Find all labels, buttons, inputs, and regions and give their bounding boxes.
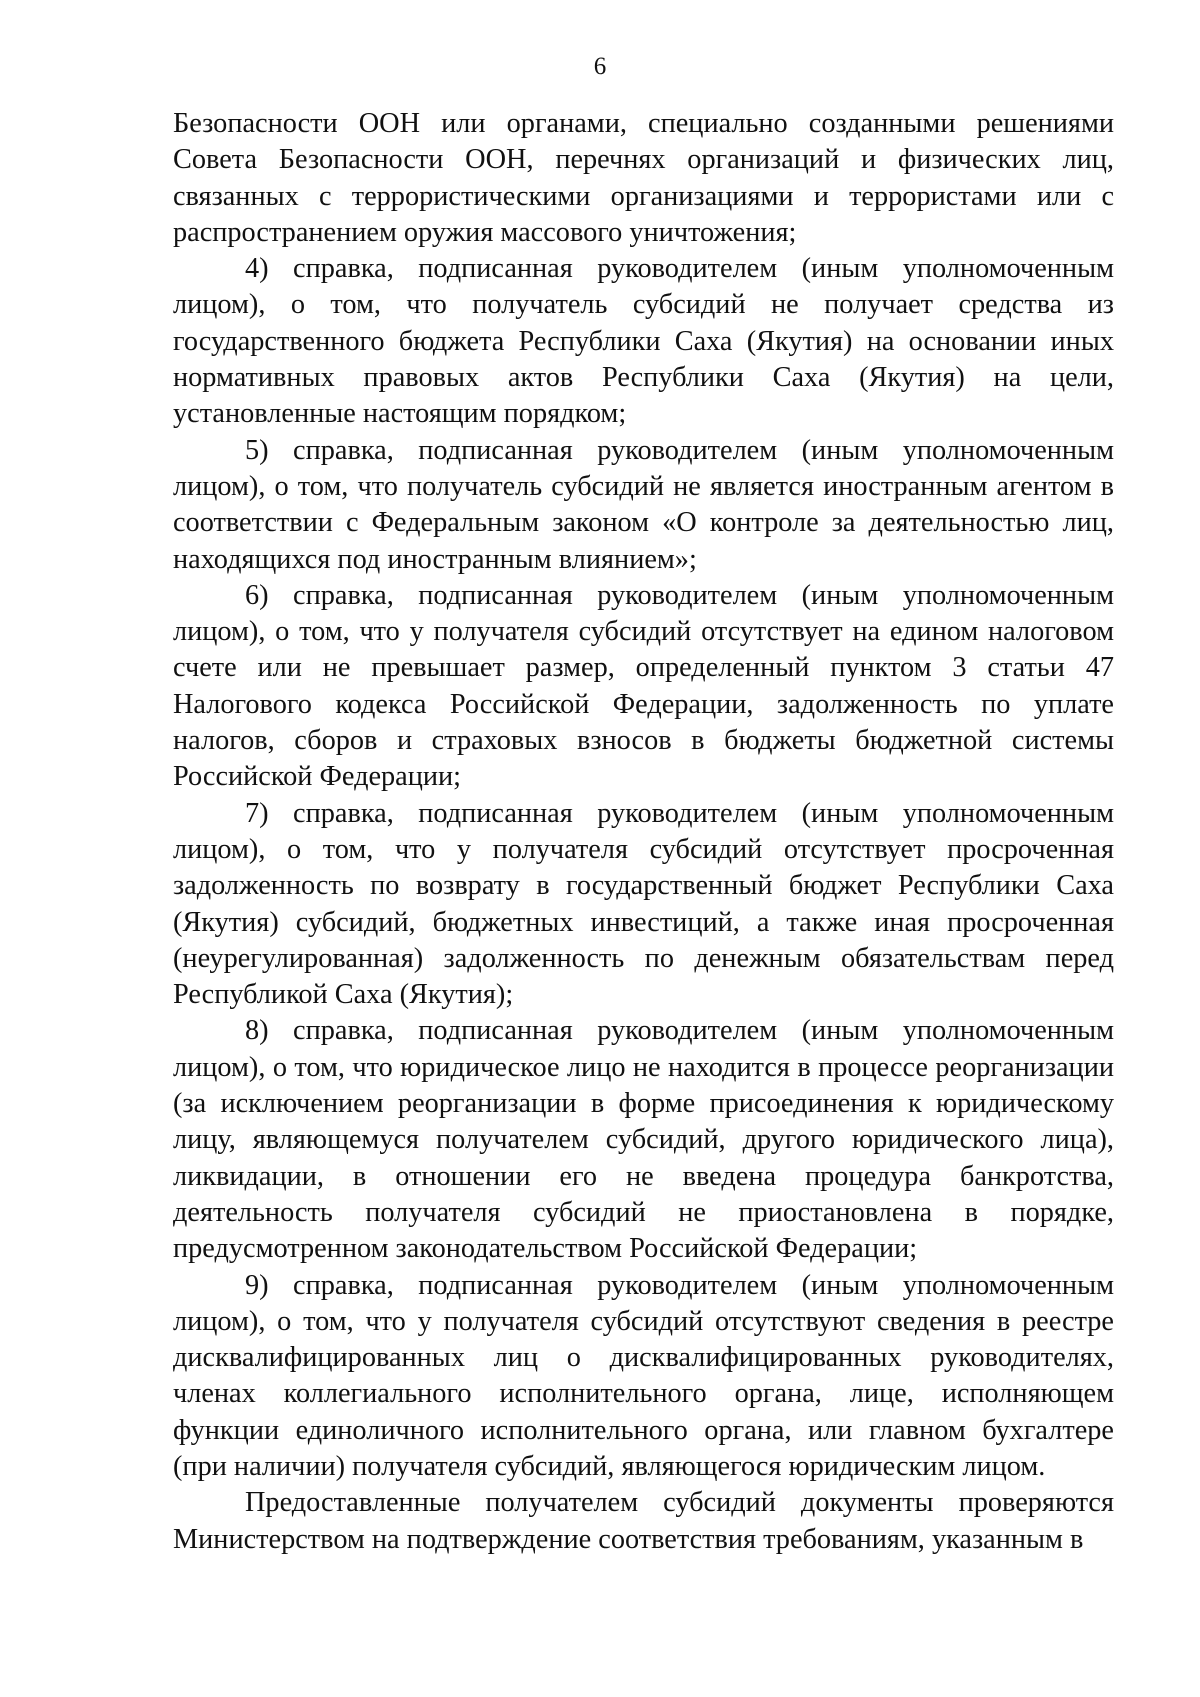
- paragraph-item-6: 6) справка, подписанная руководителем (иным уполномоченным лицом), о том, что у получателя субсидий отсутствует на едином налоговом счете или не превышает размер, определенный пунктом 3 статьи 47 Налогового кодекса Российской Федерации, задолженность по уплате налогов, сборов и страховых взносов в бюджеты бюджетной системы Российской Федерации;: [173, 579, 1114, 793]
- paragraph-item-7: 7) справка, подписанная руководителем (иным уполномоченным лицом), о том, что у получателя субсидий отсутствует просроченная задолженность по возврату в государственный бюджет Республики Саха (Якутия) субсидий, бюджетных инвестиций, а также иная просроченная (неурегулированная) задолженность по денежным обязательствам перед Республикой Саха (Якутия);: [173, 797, 1114, 1011]
- paragraph-item-5: 5) справка, подписанная руководителем (иным уполномоченным лицом), о том, что получатель субсидий не является иностранным агентом в соответствии с Федеральным законом «О контроле за деятельностью лиц, находящихся под иностранным влиянием»;: [173, 434, 1114, 575]
- paragraph-item-8: 8) справка, подписанная руководителем (иным уполномоченным лицом), о том, что юридическое лицо не находится в процессе реорганизации (за исключением реорганизации в форме присоединения к юридическому лицу, являющемуся получателем субсидий, другого юридического лица), ликвидации, в отношении его не введена процедура банкротства, деятельность получателя субсидий не приостановлена в порядке, предусмотренном законодательством Российской Федерации;: [173, 1015, 1114, 1265]
- paragraph-closing: Предоставленные получателем субсидий документы проверяются Министерством на подтверждение соответствия требованиям, указанным в: [173, 1487, 1114, 1555]
- document-body: [173, 106, 1114, 1558]
- paragraph-item-4: 4) справка, подписанная руководителем (иным уполномоченным лицом), о том, что получатель субсидий не получает средства из государственного бюджета Республики Саха (Якутия) на основании иных нормативных правовых актов Республики Саха (Якутия) на цели, установленные настоящим порядком;: [173, 253, 1114, 430]
- paragraph-item-9: 9) справка, подписанная руководителем (иным уполномоченным лицом), о том, что у получателя субсидий отсутствуют сведения в реестре дисквалифицированных лиц о дисквалифицированных руководителях, членах коллегиального исполнительного органа, лице, исполняющем функции единоличного исполнительного органа, или главном бухгалтере (при наличии) получателя субсидий, являющегося юридическим лицом.: [173, 1269, 1114, 1482]
- paragraph-continuation: Безопасности ООН или органами, специально созданными решениями Совета Безопасности ООН, перечнях организаций и физических лиц, связанных с террористическими организациями и террористами или с распространением оружия массового уничтожения;: [173, 108, 1114, 248]
- page-number: 6: [593, 53, 607, 80]
